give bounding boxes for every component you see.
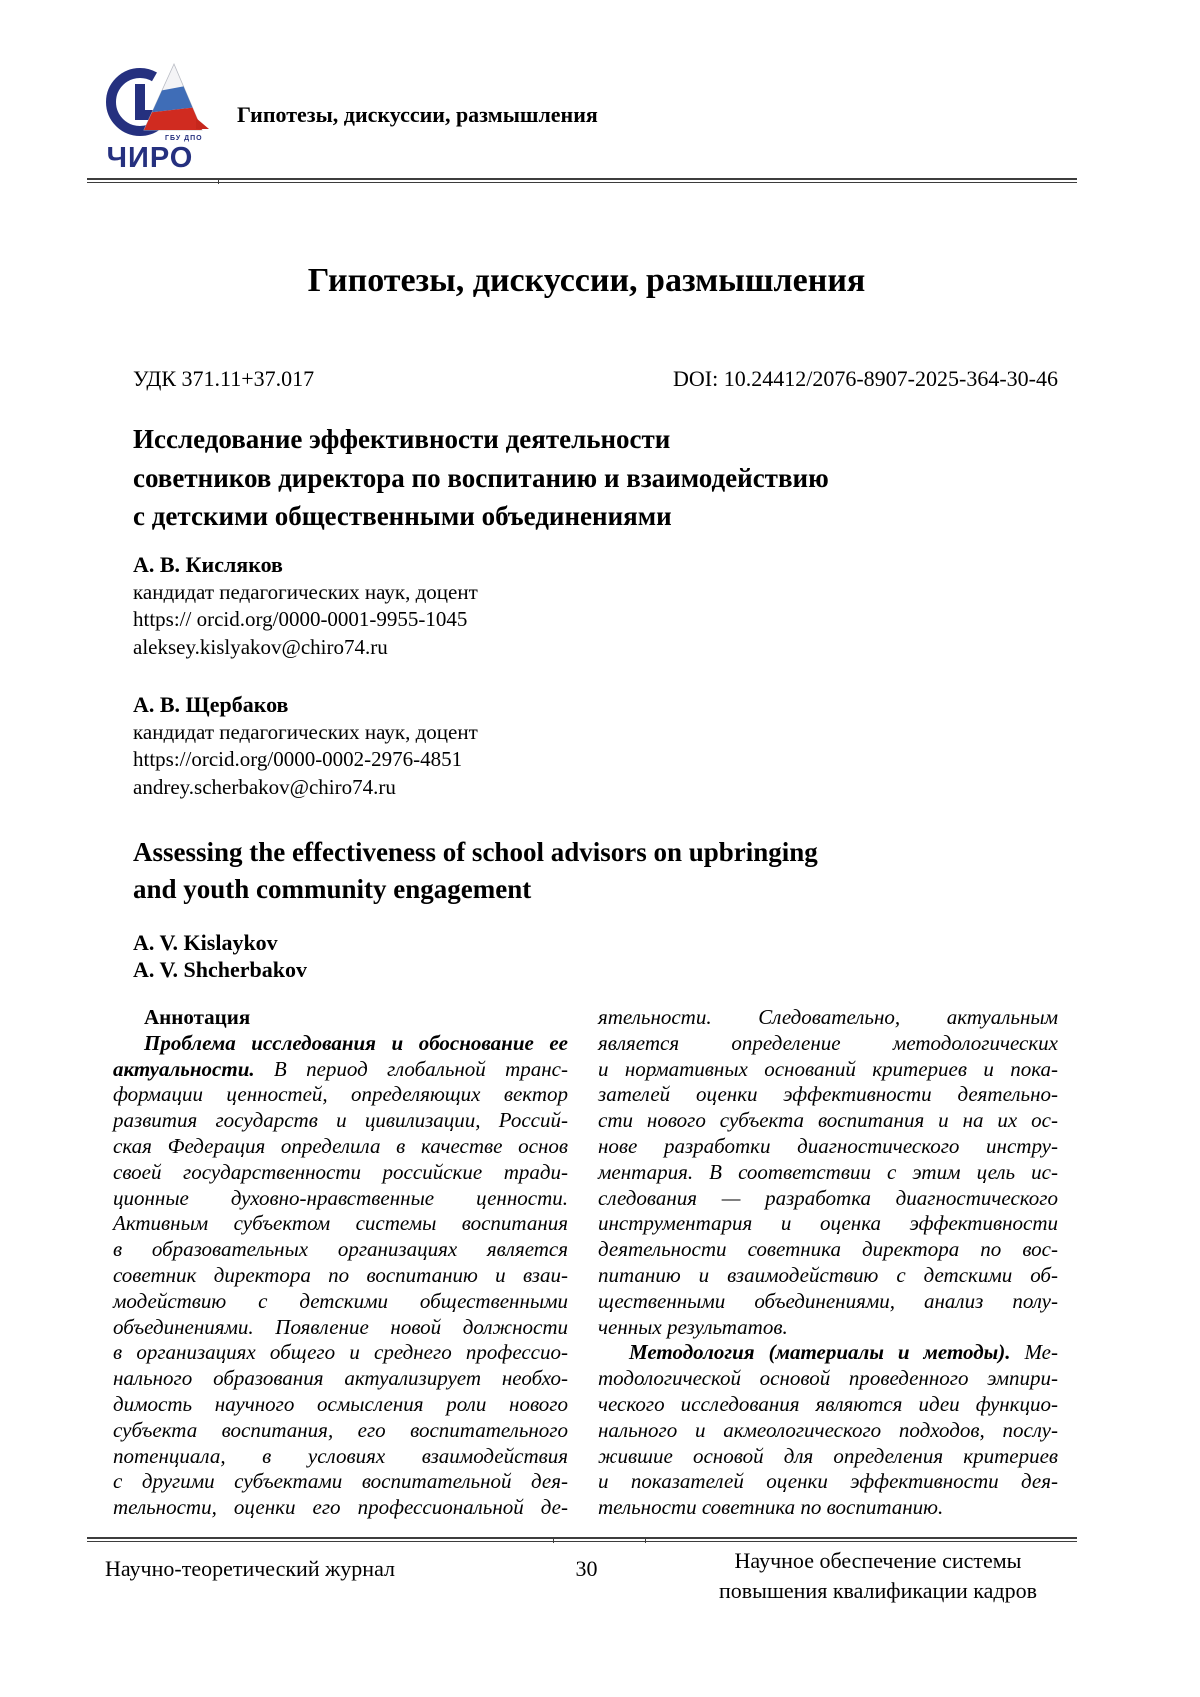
abstract-line-text: инструментария и оценка эффективности: [598, 1211, 1058, 1236]
author-orcid: https:// orcid.org/0000-0001-9955-1045: [133, 607, 468, 631]
abstract-line-text: и нормативных оснований критериев и пока-: [598, 1056, 1058, 1081]
author-name-en: A. V. Shcherbakov: [133, 957, 308, 982]
abstract-line-text: Активным субъектом системы воспитания: [113, 1211, 568, 1236]
abstract-line-text: в организациях общего и среднего профессио-: [113, 1340, 568, 1365]
abstract-line: [598, 1237, 1058, 1263]
footer-journal-subtitle: Научное обеспечение системы повышения квалификации кадров: [719, 1548, 1037, 1603]
abstract-line-lead: Проблема исследования и обоснование ее: [144, 1030, 568, 1055]
abstract-line: [598, 1469, 1058, 1495]
abstract-line-text: нального и акмеологического подходов, послу-: [598, 1417, 1058, 1442]
abstract-line: [113, 1495, 568, 1521]
header-rule-tick: [218, 178, 219, 184]
footer-journal-label: Научно-теоретический журнал: [105, 1556, 396, 1581]
abstract-line: [113, 1134, 568, 1160]
author-name: А. В. Щербаков: [133, 692, 289, 717]
abstract-line-text: Ме-: [1010, 1340, 1058, 1365]
abstract-line: [598, 1495, 1058, 1521]
abstract-left-column: [113, 1005, 568, 1521]
abstract-line-text: зателей оценки эффективности деятельно-: [598, 1082, 1058, 1107]
abstract-line: [113, 1160, 568, 1186]
abstract-line-text: деятельности советника директора по вос-: [598, 1237, 1058, 1262]
abstract-line-text: модействию с детскими общественными: [113, 1288, 568, 1313]
authors-en: [133, 929, 307, 983]
abstract-line: [113, 1469, 568, 1495]
abstract-line-text: ченных результатов.: [598, 1314, 788, 1339]
footer-rule: [87, 1537, 1077, 1542]
abstract-line: [113, 1340, 568, 1366]
abstract-line: [598, 1160, 1058, 1186]
abstract-line: [598, 1392, 1058, 1418]
section-title: Гипотезы, дискуссии, размышления: [307, 262, 866, 299]
abstract-line: [598, 1134, 1058, 1160]
abstract-line: [598, 1211, 1058, 1237]
abstract-line: [598, 1031, 1058, 1057]
logo-org-name: ЧИРО: [106, 142, 194, 174]
abstract-line-text: развития государств и цивилизации, Россий-: [113, 1108, 568, 1133]
author-email: andrey.scherbakov@chiro74.ru: [133, 774, 396, 799]
abstract-line: [598, 1108, 1058, 1134]
doi-code: DOI: 10.24412/2076-8907-2025-364-30-46: [673, 366, 1058, 391]
abstract-line: [113, 1418, 568, 1444]
article-title-ru: Исследование эффективности деятельности советников директора по воспитанию и взаимодействию с детскими общественными объединениями: [133, 424, 829, 531]
authors-ru: [133, 551, 1058, 831]
abstract-line-text: является определение методологических: [598, 1030, 1058, 1055]
abstract-line-text: жившие основой для определения критериев: [598, 1443, 1058, 1468]
page-number: 30: [575, 1556, 598, 1581]
journal-logo: [88, 58, 212, 175]
abstract-line-text: димость научного осмысления роли нового: [113, 1391, 568, 1416]
abstract-line: [113, 1392, 568, 1418]
abstract-line: [113, 1005, 568, 1031]
author-card: [133, 551, 1058, 661]
running-head-section: Гипотезы, дискуссии, размышления: [237, 102, 598, 127]
abstract-line-text: В период глобальной транс-: [254, 1056, 568, 1081]
author-degree: кандидат педагогических наук, доцент: [133, 579, 478, 604]
abstract-line-text: с другими субъектами воспитательной дея-: [113, 1469, 568, 1494]
abstract-line-text: тельности советника по воспитанию.: [598, 1495, 944, 1520]
abstract-line: [113, 1057, 568, 1083]
abstract-line-text: объединениями. Появление новой должности: [113, 1314, 568, 1339]
footer-rule-tick: [553, 1537, 554, 1543]
abstract-line-text: нального образования актуализирует необхо-: [113, 1366, 568, 1391]
abstract-line: [598, 1340, 1058, 1366]
abstract-line-text: Аннотация: [144, 1005, 251, 1029]
abstract-line-text: ментария. В соответствии с этим цель ис-: [598, 1159, 1058, 1184]
author-name-en: A. V. Kislaykov: [133, 930, 278, 955]
author-name: А. В. Кисляков: [133, 552, 283, 577]
abstract-line-lead: актуальности.: [113, 1056, 255, 1081]
abstract-line: [598, 1082, 1058, 1108]
abstract-line-text: ческого исследования являются идеи функцио-: [598, 1391, 1058, 1416]
abstract-line: [113, 1237, 568, 1263]
header-rule: [87, 178, 1077, 183]
mountain-red-accent: [196, 118, 209, 129]
abstract-line-text: ская Федерация определила в качестве основ: [113, 1133, 568, 1158]
abstract-right-column: [598, 1005, 1058, 1521]
abstract-line-text: нове разработки диагностического инстру-: [598, 1133, 1058, 1158]
abstract-line: [113, 1082, 568, 1108]
logo-org-type: ГБУ ДПО: [165, 135, 203, 142]
abstract-line: [598, 1263, 1058, 1289]
abstract-line: [598, 1315, 1058, 1341]
abstract-line: [598, 1289, 1058, 1315]
meta-row: [133, 366, 1058, 392]
abstract-line-text: питанию и взаимодействию с детскими об-: [598, 1262, 1058, 1287]
abstract-line: [598, 1444, 1058, 1470]
abstract-line-text: щественными объединениями, анализ полу-: [598, 1288, 1058, 1313]
author-orcid: https://orcid.org/0000-0002-2976-4851: [133, 747, 463, 771]
abstract-line: [113, 1186, 568, 1212]
abstract-line-lead: Методология (материалы и методы).: [629, 1340, 1011, 1365]
abstract-columns: [113, 1005, 1060, 1521]
abstract-line: [598, 1057, 1058, 1083]
abstract-line: [598, 1366, 1058, 1392]
abstract-line: [598, 1418, 1058, 1444]
chiro-logo-icon: [102, 58, 212, 144]
abstract-line: [113, 1289, 568, 1315]
abstract-line-text: сти нового субъекта воспитания и на их ос-: [598, 1108, 1058, 1133]
abstract-line: [113, 1366, 568, 1392]
author-card: [133, 691, 1058, 801]
article-title-en: Assessing the effectiveness of school advisors on upbringing and youth community engagement: [133, 837, 818, 904]
abstract-line: [598, 1186, 1058, 1212]
abstract-line: [113, 1031, 568, 1057]
abstract-line-text: ятельности. Следовательно, актуальным: [598, 1005, 1058, 1029]
abstract-line-text: ционные духовно-нравственные ценности.: [113, 1185, 568, 1210]
footer-rule-tick: [645, 1537, 646, 1543]
abstract-line-text: советник директора по воспитанию и взаи-: [113, 1262, 568, 1287]
abstract-line: [598, 1005, 1058, 1031]
abstract-line-text: своей государственности российские тради-: [113, 1159, 568, 1184]
abstract-line-text: субъекта воспитания, его воспитательного: [113, 1417, 568, 1442]
abstract-line-text: тодологической основой проведенного эмпири-: [598, 1366, 1058, 1391]
abstract-line-text: потенциала, в условиях взаимодействия: [113, 1443, 568, 1468]
author-degree: кандидат педагогических наук, доцент: [133, 719, 478, 744]
abstract-line-text: и показателей оценки эффективности дея-: [598, 1469, 1058, 1494]
abstract-line: [113, 1108, 568, 1134]
abstract-line: [113, 1263, 568, 1289]
abstract-line-text: в образовательных организациях является: [113, 1237, 568, 1262]
abstract-line-text: следования — разработка диагностического: [598, 1185, 1058, 1210]
abstract-line: [113, 1444, 568, 1470]
abstract-line-text: формации ценностей, определяющих вектор: [113, 1082, 568, 1107]
abstract-line: [113, 1315, 568, 1341]
udc-code: УДК 371.11+37.017: [133, 366, 315, 391]
author-email: aleksey.kislyakov@chiro74.ru: [133, 634, 388, 659]
abstract-line-text: тельности, оценки его профессиональной де-: [113, 1495, 568, 1520]
abstract-line: [113, 1211, 568, 1237]
